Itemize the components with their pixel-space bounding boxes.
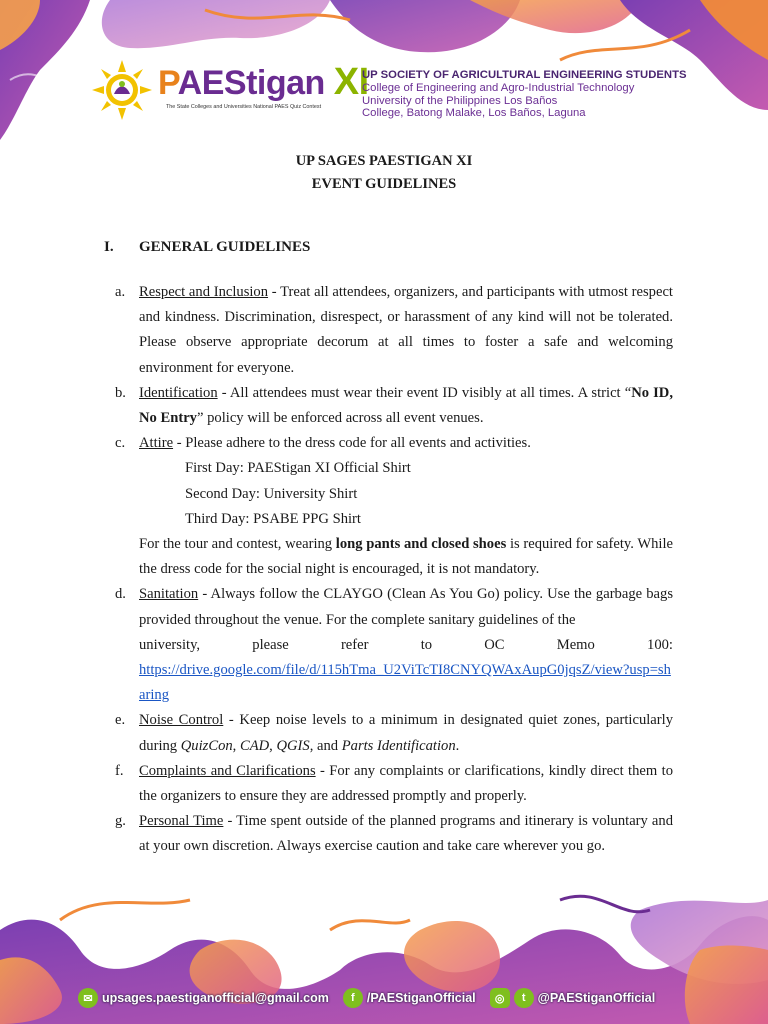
list-marker: a. (115, 284, 126, 300)
item-text: - All attendees must wear their event ID visibly at all times. A strict “ (217, 384, 632, 401)
separator: . (455, 737, 460, 754)
item-heading: Noise Control (139, 712, 224, 729)
list-item (115, 381, 673, 431)
sun-logo-icon (92, 60, 152, 120)
list-item (115, 280, 673, 381)
org-university: University of the Philippines Los Baños (362, 94, 558, 107)
list-marker: d. (115, 586, 126, 603)
organization-info (362, 68, 687, 120)
list-item (115, 708, 673, 758)
item-heading: Identification (139, 384, 218, 401)
item-text: - Keep noise levels to a minimum in designated quiet zones, particularly during (139, 712, 673, 754)
list-marker: c. (115, 435, 126, 452)
attire-day-2: Second Day: University Shirt (185, 485, 358, 502)
quiet-zone-name: QuizCon (180, 737, 233, 754)
item-heading: Attire (139, 435, 174, 452)
list-item (115, 759, 673, 809)
facebook-icon: f (343, 988, 363, 1008)
attire-day-1: First Day: PAEStigan XI Official Shirt (185, 460, 411, 477)
item-heading: Respect and Inclusion (139, 284, 269, 300)
brand-wordmark (158, 62, 369, 103)
item-text: - Time spent outside of the planned programs and itinerary is voluntary and at your own discretion. Always exercise caution and take care wherever you go. (139, 813, 673, 855)
item-emphasis: No ID, No Entry (139, 384, 673, 427)
separator: , (232, 737, 240, 754)
org-address: College, Batong Malake, Los Baños, Laguna (362, 107, 586, 119)
footer-contacts (78, 986, 718, 1010)
list-item (115, 582, 673, 708)
section-number: I. (104, 239, 114, 255)
attire-note (139, 532, 673, 582)
item-text: - Treat all attendees, organizers, and participants with utmost respect and kindness. Discrimination, disrespect, or harassment of any kind will not be tolerated. Please observe appropriate decorum at all times to foster a safe and welcoming environment for everyone. (139, 284, 673, 376)
item-heading: Sanitation (139, 586, 199, 603)
brand-tagline: The State Colleges and Universities National PAES Quiz Contest (166, 104, 322, 110)
email-icon: ✉ (78, 988, 98, 1008)
event-logo (88, 54, 369, 124)
document-subtitle: EVENT GUIDELINES (311, 176, 457, 192)
footer-facebook[interactable]: /PAEStiganOfficial (366, 991, 476, 1005)
separator: , (269, 737, 277, 754)
quiet-zone-name: Parts Identification (341, 737, 456, 754)
document-title: UP SAGES PAESTIGAN XI (295, 153, 473, 169)
item-heading: Personal Time (139, 813, 224, 830)
list-marker: f. (115, 762, 124, 779)
org-name: UP SOCIETY OF AGRICULTURAL ENGINEERING STUDENTS (362, 69, 687, 81)
attire-day-3: Third Day: PSABE PPG Shirt (185, 510, 361, 527)
list-marker: g. (115, 813, 126, 830)
quiet-zone-name: QGIS (276, 737, 310, 754)
brand-suffix: XI (333, 61, 369, 103)
item-emphasis: long pants and closed shoes (335, 536, 507, 553)
item-text: For the tour and contest, wearing (139, 536, 336, 553)
brand-name: AEStigan (177, 64, 325, 102)
footer-social-handle[interactable]: @PAEStiganOfficial (537, 991, 656, 1005)
list-item (115, 431, 674, 582)
footer-email[interactable]: upsages.paestiganofficial@gmail.com (102, 991, 329, 1005)
org-college: College of Engineering and Agro-Industrial Technology (362, 82, 635, 94)
guidelines-list (115, 280, 674, 860)
twitter-icon: t (514, 988, 534, 1008)
section-heading (104, 239, 310, 256)
item-text: - Always follow the CLAYGO (Clean As You Go) policy. Use the garbage bags provided throughout the venue. For the complete sanitary guidelines of the (139, 586, 673, 628)
item-heading: Complaints and Clarifications (139, 762, 316, 779)
item-text: ” policy will be enforced across all event venues. (196, 410, 484, 427)
instagram-icon: ◎ (490, 988, 510, 1008)
separator: , and (309, 737, 342, 754)
item-text: - Please adhere to the dress code for all events and activities. (173, 435, 531, 452)
quiet-zone-name: CAD (239, 737, 270, 754)
item-text: is required for safety. While the dress code for the social night is encouraged, it is not mandatory. (139, 536, 674, 578)
sanitary-guidelines-link[interactable]: https://drive.google.com/file/d/115hTma_U2ViTcTI8CNYQWAxAupG0jqsZ/view?usp=sharing (139, 662, 671, 704)
item-text: - For any complaints or clarifications, kindly direct them to the organizers to ensure they are addressed promptly and properly. (139, 762, 673, 805)
list-item (115, 809, 673, 859)
list-marker: e. (115, 712, 126, 729)
item-text: university, please refer to OC Memo 100: (139, 636, 673, 653)
section-title: GENERAL GUIDELINES (139, 239, 311, 255)
list-marker: b. (115, 384, 126, 401)
brand-prefix: P (158, 64, 178, 102)
